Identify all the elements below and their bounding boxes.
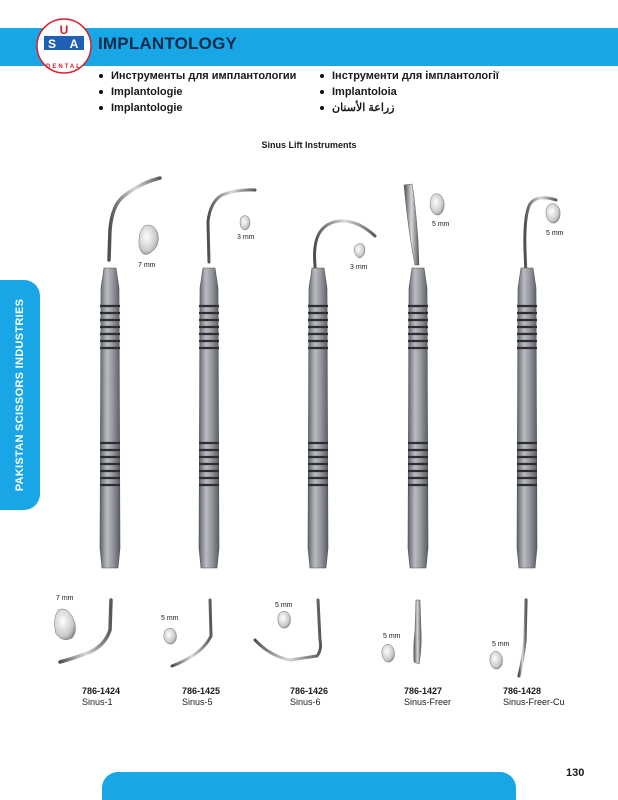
size-label: 5 mm bbox=[546, 230, 564, 237]
product-code: 786-1424 bbox=[82, 686, 121, 696]
tip-detail-icon bbox=[490, 651, 503, 669]
instrument-sinus-5 bbox=[164, 190, 255, 666]
page-title: IMPLANTOLOGY bbox=[98, 34, 238, 53]
tip-detail-icon bbox=[354, 244, 365, 258]
size-label: 5 mm bbox=[275, 602, 293, 609]
tip-detail-icon bbox=[546, 204, 560, 223]
product-code: 786-1428 bbox=[503, 686, 542, 696]
product-name: Sinus-6 bbox=[290, 697, 321, 707]
size-label: 3 mm bbox=[237, 234, 255, 241]
instrument-sinus-freer bbox=[382, 184, 444, 664]
tip-detail-icon bbox=[278, 611, 291, 628]
tip-detail-icon bbox=[430, 194, 444, 215]
language-item: Інструменти для імплантології bbox=[332, 70, 499, 82]
size-label: 7 mm bbox=[138, 262, 156, 269]
footer-bar bbox=[102, 772, 516, 800]
section-title: Sinus Lift Instruments bbox=[261, 140, 357, 150]
product-code: 786-1427 bbox=[404, 686, 443, 696]
instrument-sinus-freer-cu bbox=[490, 198, 560, 676]
logo-letter-u: U bbox=[59, 23, 69, 37]
page-number: 130 bbox=[566, 767, 585, 779]
instrument-caption bbox=[182, 686, 220, 708]
logo-arc-text: DENTAL bbox=[46, 64, 82, 70]
instrument-caption bbox=[404, 686, 451, 708]
size-label: 3 mm bbox=[350, 264, 368, 271]
size-label: 5 mm bbox=[432, 221, 450, 228]
tip-detail-icon bbox=[164, 628, 177, 644]
side-tab-label: PAKISTAN SCISSORS INDUSTRIES bbox=[14, 298, 26, 492]
language-item: زراعة الأسنان bbox=[332, 102, 395, 114]
product-code: 786-1425 bbox=[182, 686, 221, 696]
language-item: Implantoloia bbox=[332, 86, 397, 98]
product-code: 786-1426 bbox=[290, 686, 329, 696]
instrument-caption bbox=[82, 686, 120, 708]
tip-detail-icon bbox=[139, 225, 158, 254]
instrument-caption bbox=[290, 686, 328, 708]
product-name: Sinus-5 bbox=[182, 697, 213, 707]
product-name: Sinus-Freer bbox=[404, 697, 452, 707]
logo-letter-a: A bbox=[69, 37, 79, 51]
tip-detail-icon bbox=[240, 216, 250, 230]
tip-detail-icon bbox=[54, 609, 75, 640]
size-label: 5 mm bbox=[492, 641, 510, 648]
size-label: 7 mm bbox=[56, 595, 74, 602]
language-item: Implantologie bbox=[111, 102, 183, 114]
tip-detail-icon bbox=[382, 644, 395, 662]
language-item: Implantologie bbox=[111, 86, 183, 98]
size-label: 5 mm bbox=[383, 633, 401, 640]
instrument-sinus-6 bbox=[255, 221, 375, 660]
language-item: Инструменты для имплантологии bbox=[111, 70, 297, 82]
instrument-sinus-1 bbox=[54, 178, 160, 662]
instrument-caption bbox=[503, 686, 565, 708]
product-name: Sinus-Freer-Cu bbox=[503, 697, 565, 707]
size-label: 5 mm bbox=[161, 615, 179, 622]
logo-letter-s: S bbox=[47, 37, 57, 51]
product-name: Sinus-1 bbox=[82, 697, 113, 707]
